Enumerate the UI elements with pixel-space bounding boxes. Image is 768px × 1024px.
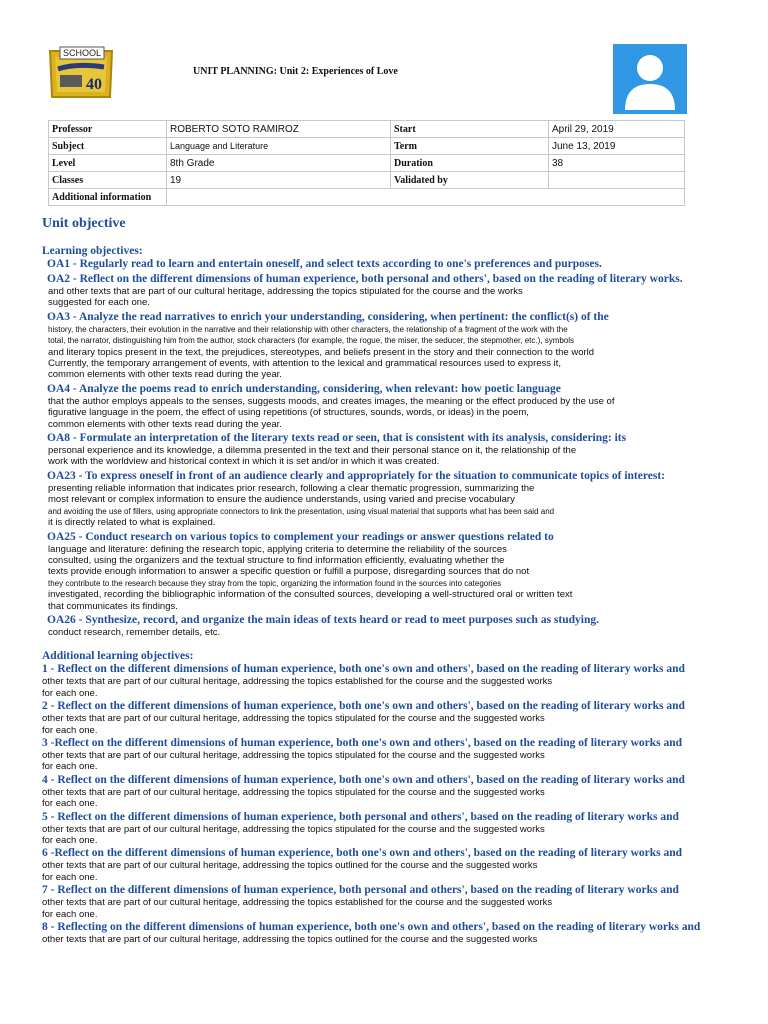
description-line: presenting reliable information that indicates prior research, following a clear thematic progression, summarizing the	[48, 482, 535, 494]
page-title: UNIT PLANNING: Unit 2: Experiences of Love	[193, 66, 398, 77]
learning-objectives-list	[42, 258, 768, 638]
description-line: for each one.	[42, 687, 98, 699]
logo-school-text: SCHOOL	[62, 48, 102, 58]
objective-title: OA25 - Conduct research on various topics to complement your readings or answer questions related to	[47, 530, 554, 543]
start-value: April 29, 2019	[549, 121, 685, 138]
objective-title: 1 - Reflect on the different dimensions of human experience, both one's own and others', based on the reading of literary works and	[42, 663, 685, 676]
table-row	[49, 172, 685, 189]
description-line: and avoiding the use of fillers, using appropriate connectors to link the presentation, using visual material that supports what has been said and	[48, 506, 555, 516]
list-item	[42, 737, 768, 773]
validated-label: Validated by	[391, 172, 549, 189]
objective-title: OA8 - Formulate an interpretation of the literary texts read or seen, that is consistent with its analysis, considering: its	[47, 432, 627, 445]
objective-title: OA1 - Regularly read to learn and entertain oneself, and select texts according to one's preferences and purposes.	[47, 258, 602, 270]
list-item	[42, 921, 768, 945]
list-item	[42, 663, 768, 699]
additional-info-value	[167, 189, 685, 206]
description-line: investigated, recording the bibliographic information of the consulted sources, developing a well-structured oral or written text	[48, 589, 573, 601]
objective-description	[42, 483, 768, 529]
description-line: other texts that are part of our cultural heritage, addressing the topics stipulated for the course and the suggested works	[42, 823, 545, 835]
objective-title: OA23 - To express oneself in front of an audience clearly and appropriately for the situation to communicate topics of interest:	[47, 469, 665, 482]
objective-description	[42, 445, 768, 468]
description-line: and literary topics present in the text, the prejudices, stereotypes, and beliefs present in the story and their connection to the world	[48, 346, 595, 358]
description-line: it is directly related to what is explained.	[48, 517, 216, 529]
objective-description	[42, 713, 768, 736]
list-item	[42, 470, 768, 529]
description-line: other texts that are part of our cultural heritage, addressing the topics stipulated for the course and the suggested works	[42, 713, 545, 725]
level-value: 8th Grade	[167, 155, 391, 172]
objective-title: OA3 - Analyze the read narratives to enrich your understanding, considering, when pertinent: the conflict(s) of the	[47, 310, 609, 323]
list-item	[42, 311, 768, 381]
unit-content	[42, 216, 768, 946]
objective-description	[42, 934, 768, 945]
description-line: language and literature: defining the research topic, applying criteria to determine the reliability of the sources	[48, 543, 507, 555]
description-line: total, the narrator, distinguishing him from the author, stock characters (for example, the rogue, the miser, the seducer, the stepmother, etc.), symbols	[48, 336, 575, 346]
classes-label: Classes	[49, 172, 167, 189]
user-avatar-icon	[613, 44, 687, 114]
additional-objectives-list	[42, 663, 768, 945]
table-row	[49, 189, 685, 206]
description-line: that the author employs appeals to the senses, suggests moods, and creates images, the meaning or the effect produced by the use of	[48, 395, 615, 407]
description-line: common elements with other texts read during the year.	[48, 369, 282, 381]
description-line: texts provide enough information to answer a specific question or fulfill a purpose, disregarding sources that do not	[48, 566, 530, 578]
professor-value: ROBERTO SOTO RAMIROZ	[167, 121, 391, 138]
list-item	[42, 700, 768, 736]
unit-objective-heading: Unit objective	[42, 216, 126, 231]
description-line: for each one.	[42, 908, 98, 920]
description-line: other texts that are part of our cultural heritage, addressing the topics stipulated for the course and the suggested works	[42, 749, 545, 761]
additional-objectives-heading: Additional learning objectives:	[42, 650, 194, 663]
user-avatar	[613, 44, 687, 114]
logo-number-text: 40	[86, 76, 102, 93]
professor-label: Professor	[49, 121, 167, 138]
objective-description	[42, 787, 768, 810]
objective-description	[42, 286, 768, 309]
school-logo	[46, 45, 116, 103]
objective-title: 4 - Reflect on the different dimensions of human experience, both one's own and others', based on the reading of literary works and	[42, 773, 685, 786]
school-badge-icon	[46, 45, 116, 103]
description-line: that communicates its findings.	[48, 600, 178, 612]
description-line: other texts that are part of our cultural heritage, addressing the topics established for the course and the suggested works	[42, 676, 553, 688]
start-label: Start	[391, 121, 549, 138]
table-row	[49, 155, 685, 172]
list-item	[42, 383, 768, 430]
description-line: most relevant or complex information to ensure the audience understands, using varied and precise vocabulary	[48, 494, 515, 506]
description-line: common elements with other texts read during the year.	[48, 418, 282, 430]
objective-title: 2 - Reflect on the different dimensions of human experience, both one's own and others', based on the reading of literary works and	[42, 700, 685, 713]
description-line: history, the characters, their evolution in the narrative and their relationship with other characters, the relationship of a fragment of the work with the	[48, 324, 568, 334]
term-label: Term	[391, 138, 549, 155]
description-line: suggested for each one.	[48, 297, 150, 309]
description-line: figurative language in the poem, the effect of using repetitions (of structures, sounds, words, or ideas) in the poem,	[48, 407, 529, 419]
description-line: other texts that are part of our cultural heritage, addressing the topics stipulated for the course and the suggested works	[42, 786, 545, 798]
additional-info-label: Additional information	[49, 189, 167, 206]
objective-title: 3 -Reflect on the different dimensions of human experience, both one's own and others', based on the reading of literary works and	[42, 736, 683, 749]
description-line: Currently, the temporary arrangement of events, with attention to the lexical and grammatical resources used to express it,	[48, 358, 562, 370]
list-item	[42, 432, 768, 468]
duration-label: Duration	[391, 155, 549, 172]
term-value: June 13, 2019	[549, 138, 685, 155]
list-item	[42, 884, 768, 920]
objective-description	[42, 897, 768, 920]
description-line: work with the worldview and historical context in which it is set and/or in which it was created.	[48, 456, 440, 468]
list-item	[42, 273, 768, 309]
objective-title: OA26 - Synthesize, record, and organize the main ideas of texts heard or read to meet purposes such as studying.	[47, 613, 599, 626]
list-item	[42, 614, 768, 638]
objective-description	[42, 750, 768, 773]
list-item	[42, 811, 768, 847]
description-line: personal experience and its knowledge, a dilemma presented in the text and their personal stance on it, the relationship of the	[48, 445, 577, 457]
description-line: other texts that are part of our cultural heritage, addressing the topics outlined for the course and the suggested works	[42, 934, 538, 946]
description-line: conduct research, remember details, etc.	[48, 626, 221, 638]
objective-title: 5 - Reflect on the different dimensions of human experience, both personal and others', based on the reading of literary works and	[42, 810, 679, 823]
level-label: Level	[49, 155, 167, 172]
description-line: they contribute to the research because they stray from the topic, organizing the information found in the sources into categories	[48, 578, 502, 588]
description-line: for each one.	[42, 761, 98, 773]
objective-title: 7 - Reflect on the different dimensions of human experience, both personal and others', based on the reading of literary works and	[42, 884, 679, 897]
table-row	[49, 121, 685, 138]
description-line: other texts that are part of our cultural heritage, addressing the topics outlined for the course and the suggested works	[42, 860, 538, 872]
objective-description	[42, 544, 768, 612]
table-row	[49, 138, 685, 155]
description-line: other texts that are part of our cultural heritage, addressing the topics established for the course and the suggested works	[42, 897, 553, 909]
unit-info-table	[48, 120, 685, 206]
description-line: and other texts that are part of our cultural heritage, addressing the topics stipulated for the course and the works	[48, 286, 523, 297]
list-item	[42, 847, 768, 883]
list-item	[42, 774, 768, 810]
objective-description	[42, 824, 768, 847]
description-line: for each one.	[42, 835, 98, 846]
subject-value: Language and Literature	[167, 138, 391, 155]
description-line: for each one.	[42, 724, 98, 736]
description-line: for each one.	[42, 798, 98, 810]
duration-value: 38	[549, 155, 685, 172]
validated-value	[549, 172, 685, 189]
classes-value: 19	[167, 172, 391, 189]
list-item	[42, 258, 768, 271]
learning-objectives-heading: Learning objectives:	[42, 245, 143, 257]
objective-description	[42, 396, 768, 430]
objective-description	[42, 324, 768, 381]
objective-description	[42, 860, 768, 883]
list-item	[42, 531, 768, 612]
objective-description	[42, 627, 768, 638]
subject-label: Subject	[49, 138, 167, 155]
objective-title: 6 -Reflect on the different dimensions of human experience, both one's own and others', based on the reading of literary works and	[42, 847, 683, 860]
description-line: for each one.	[42, 871, 98, 883]
objective-title: 8 - Reflecting on the different dimensions of human experience, both one's own and others', based on the reading of literary works and	[42, 921, 701, 934]
description-line: consulted, using the organizers and the textual structure to find information efficiently, evaluating whether the	[48, 554, 505, 566]
objective-description	[42, 676, 768, 699]
objective-title: OA4 - Analyze the poems read to enrich understanding, considering, when relevant: how poetic language	[47, 382, 561, 395]
objective-title: OA2 - Reflect on the different dimensions of human experience, both personal and others', based on the reading of literary works.	[47, 273, 683, 285]
